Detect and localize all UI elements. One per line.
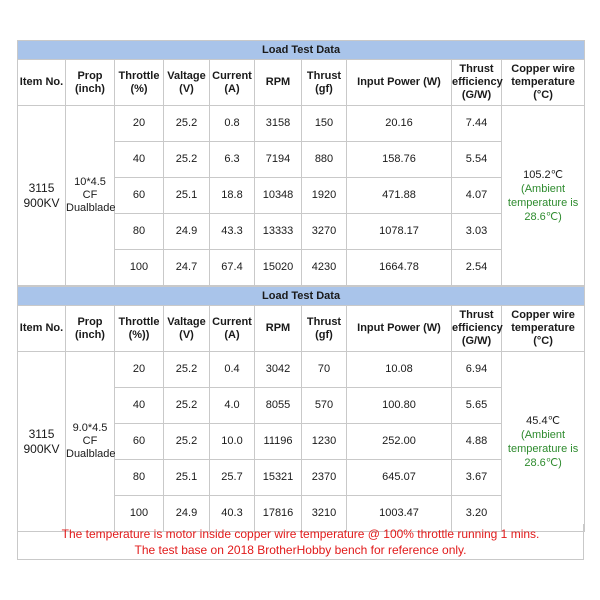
footnote	[17, 524, 584, 560]
prop-size: 10*4.5	[74, 176, 106, 188]
data-cell: 20.16	[347, 106, 452, 142]
load-test-table-2	[17, 286, 585, 532]
prop-material: CF	[82, 189, 98, 201]
item-number-cell	[18, 106, 66, 286]
item-kv: 900KV	[23, 195, 60, 210]
data-cell: 4230	[302, 250, 347, 286]
data-cell: 40.3	[210, 496, 255, 532]
title-band	[18, 41, 585, 60]
data-cell: 10.08	[347, 352, 452, 388]
data-cell: 25.2	[164, 424, 210, 460]
item-number-cell	[18, 352, 66, 532]
data-cell: 7.44	[452, 106, 502, 142]
column-header: Copper wire temperature (°C)	[502, 306, 585, 352]
data-cell: 25.1	[164, 460, 210, 496]
footnote-line-2: The test base on 2018 BrotherHobby bench for reference only.	[134, 543, 467, 557]
column-header: Current (A)	[210, 306, 255, 352]
prop-type: Dualblade	[66, 448, 116, 460]
data-cell: 8055	[255, 388, 302, 424]
prop-type: Dualblade	[66, 202, 116, 214]
data-cell: 17816	[255, 496, 302, 532]
data-cell: 3.03	[452, 214, 502, 250]
data-cell: 15020	[255, 250, 302, 286]
data-cell: 5.65	[452, 388, 502, 424]
data-cell: 25.7	[210, 460, 255, 496]
data-cell: 0.8	[210, 106, 255, 142]
ambient-note: 28.6℃)	[524, 210, 562, 223]
column-header: Thrust efficiency (G/W)	[452, 60, 502, 106]
data-cell: 645.07	[347, 460, 452, 496]
item-model: 3115	[28, 180, 55, 195]
prop-cell	[66, 352, 115, 532]
item-kv: 900KV	[23, 441, 60, 456]
column-header: RPM	[255, 306, 302, 352]
column-header: Input Power (W)	[347, 306, 452, 352]
data-cell: 80	[115, 460, 164, 496]
data-cell: 880	[302, 142, 347, 178]
data-cell: 3270	[302, 214, 347, 250]
data-cell: 3042	[255, 352, 302, 388]
data-cell: 1920	[302, 178, 347, 214]
data-cell: 10348	[255, 178, 302, 214]
ambient-note: (Ambient	[521, 428, 566, 441]
data-cell: 1078.17	[347, 214, 452, 250]
table-title: Load Test Data	[18, 287, 585, 306]
data-cell: 24.9	[164, 214, 210, 250]
header-row	[18, 60, 585, 106]
data-cell: 70	[302, 352, 347, 388]
copper-temp-cell	[502, 352, 585, 532]
data-cell: 80	[115, 214, 164, 250]
data-cell: 11196	[255, 424, 302, 460]
data-cell: 25.1	[164, 178, 210, 214]
data-cell: 1664.78	[347, 250, 452, 286]
data-cell: 40	[115, 388, 164, 424]
data-cell: 18.8	[210, 178, 255, 214]
data-cell: 2.54	[452, 250, 502, 286]
data-cell: 25.2	[164, 388, 210, 424]
table-row	[18, 352, 585, 388]
table-1-body	[18, 41, 585, 286]
data-cell: 158.76	[347, 142, 452, 178]
ambient-note: temperature is	[507, 442, 579, 455]
column-header: RPM	[255, 60, 302, 106]
data-cell: 10.0	[210, 424, 255, 460]
table-title: Load Test Data	[18, 41, 585, 60]
column-header: Thrust (gf)	[302, 306, 347, 352]
data-cell: 5.54	[452, 142, 502, 178]
data-cell: 471.88	[347, 178, 452, 214]
data-cell: 3.67	[452, 460, 502, 496]
column-header: Thrust (gf)	[302, 60, 347, 106]
data-cell: 24.7	[164, 250, 210, 286]
data-cell: 570	[302, 388, 347, 424]
data-cell: 3.20	[452, 496, 502, 532]
prop-cell	[66, 106, 115, 286]
column-header: Valtage (V)	[164, 306, 210, 352]
data-cell: 20	[115, 352, 164, 388]
column-header: Thrust efficiency (G/W)	[452, 306, 502, 352]
data-cell: 4.0	[210, 388, 255, 424]
data-cell: 25.2	[164, 106, 210, 142]
copper-temp-value: 105.2℃	[523, 168, 563, 181]
prop-material: CF	[82, 435, 98, 447]
data-cell: 40	[115, 142, 164, 178]
column-header: Item No.	[18, 60, 66, 106]
data-cell: 4.88	[452, 424, 502, 460]
copper-temp-cell	[502, 106, 585, 286]
column-header: Throttle (%)	[115, 60, 164, 106]
ambient-note: temperature is	[507, 196, 579, 209]
data-cell: 24.9	[164, 496, 210, 532]
data-cell: 25.2	[164, 142, 210, 178]
data-cell: 100	[115, 250, 164, 286]
data-cell: 3210	[302, 496, 347, 532]
column-header: Prop (inch)	[66, 306, 115, 352]
data-cell: 4.07	[452, 178, 502, 214]
data-cell: 100	[115, 496, 164, 532]
ambient-note: 28.6℃)	[524, 456, 562, 469]
item-model: 3115	[28, 426, 55, 441]
data-cell: 6.3	[210, 142, 255, 178]
column-header: Input Power (W)	[347, 60, 452, 106]
load-test-sheet	[17, 40, 584, 532]
data-cell: 100.80	[347, 388, 452, 424]
data-cell: 13333	[255, 214, 302, 250]
copper-temp-value: 45.4℃	[526, 414, 560, 427]
data-cell: 67.4	[210, 250, 255, 286]
data-cell: 252.00	[347, 424, 452, 460]
data-cell: 150	[302, 106, 347, 142]
data-cell: 7194	[255, 142, 302, 178]
data-cell: 60	[115, 178, 164, 214]
data-cell: 2370	[302, 460, 347, 496]
table-2-body	[18, 287, 585, 532]
column-header: Item No.	[18, 306, 66, 352]
data-cell: 0.4	[210, 352, 255, 388]
column-header: Prop (inch)	[66, 60, 115, 106]
data-cell: 3158	[255, 106, 302, 142]
data-cell: 60	[115, 424, 164, 460]
data-cell: 43.3	[210, 214, 255, 250]
data-cell: 6.94	[452, 352, 502, 388]
data-cell: 15321	[255, 460, 302, 496]
load-test-table-1	[17, 40, 585, 286]
column-header: Throttle (%))	[115, 306, 164, 352]
column-header: Copper wire temperature (°C)	[502, 60, 585, 106]
table-row	[18, 106, 585, 142]
prop-size: 9.0*4.5	[72, 422, 108, 434]
header-row	[18, 306, 585, 352]
data-cell: 1230	[302, 424, 347, 460]
data-cell: 1003.47	[347, 496, 452, 532]
data-cell: 20	[115, 106, 164, 142]
title-band	[18, 287, 585, 306]
column-header: Current (A)	[210, 60, 255, 106]
footnote-line-1: The temperature is motor inside copper wire temperature @ 100% throttle running 1 mins.	[61, 527, 540, 541]
column-header: Valtage (V)	[164, 60, 210, 106]
ambient-note: (Ambient	[521, 182, 566, 195]
data-cell: 25.2	[164, 352, 210, 388]
